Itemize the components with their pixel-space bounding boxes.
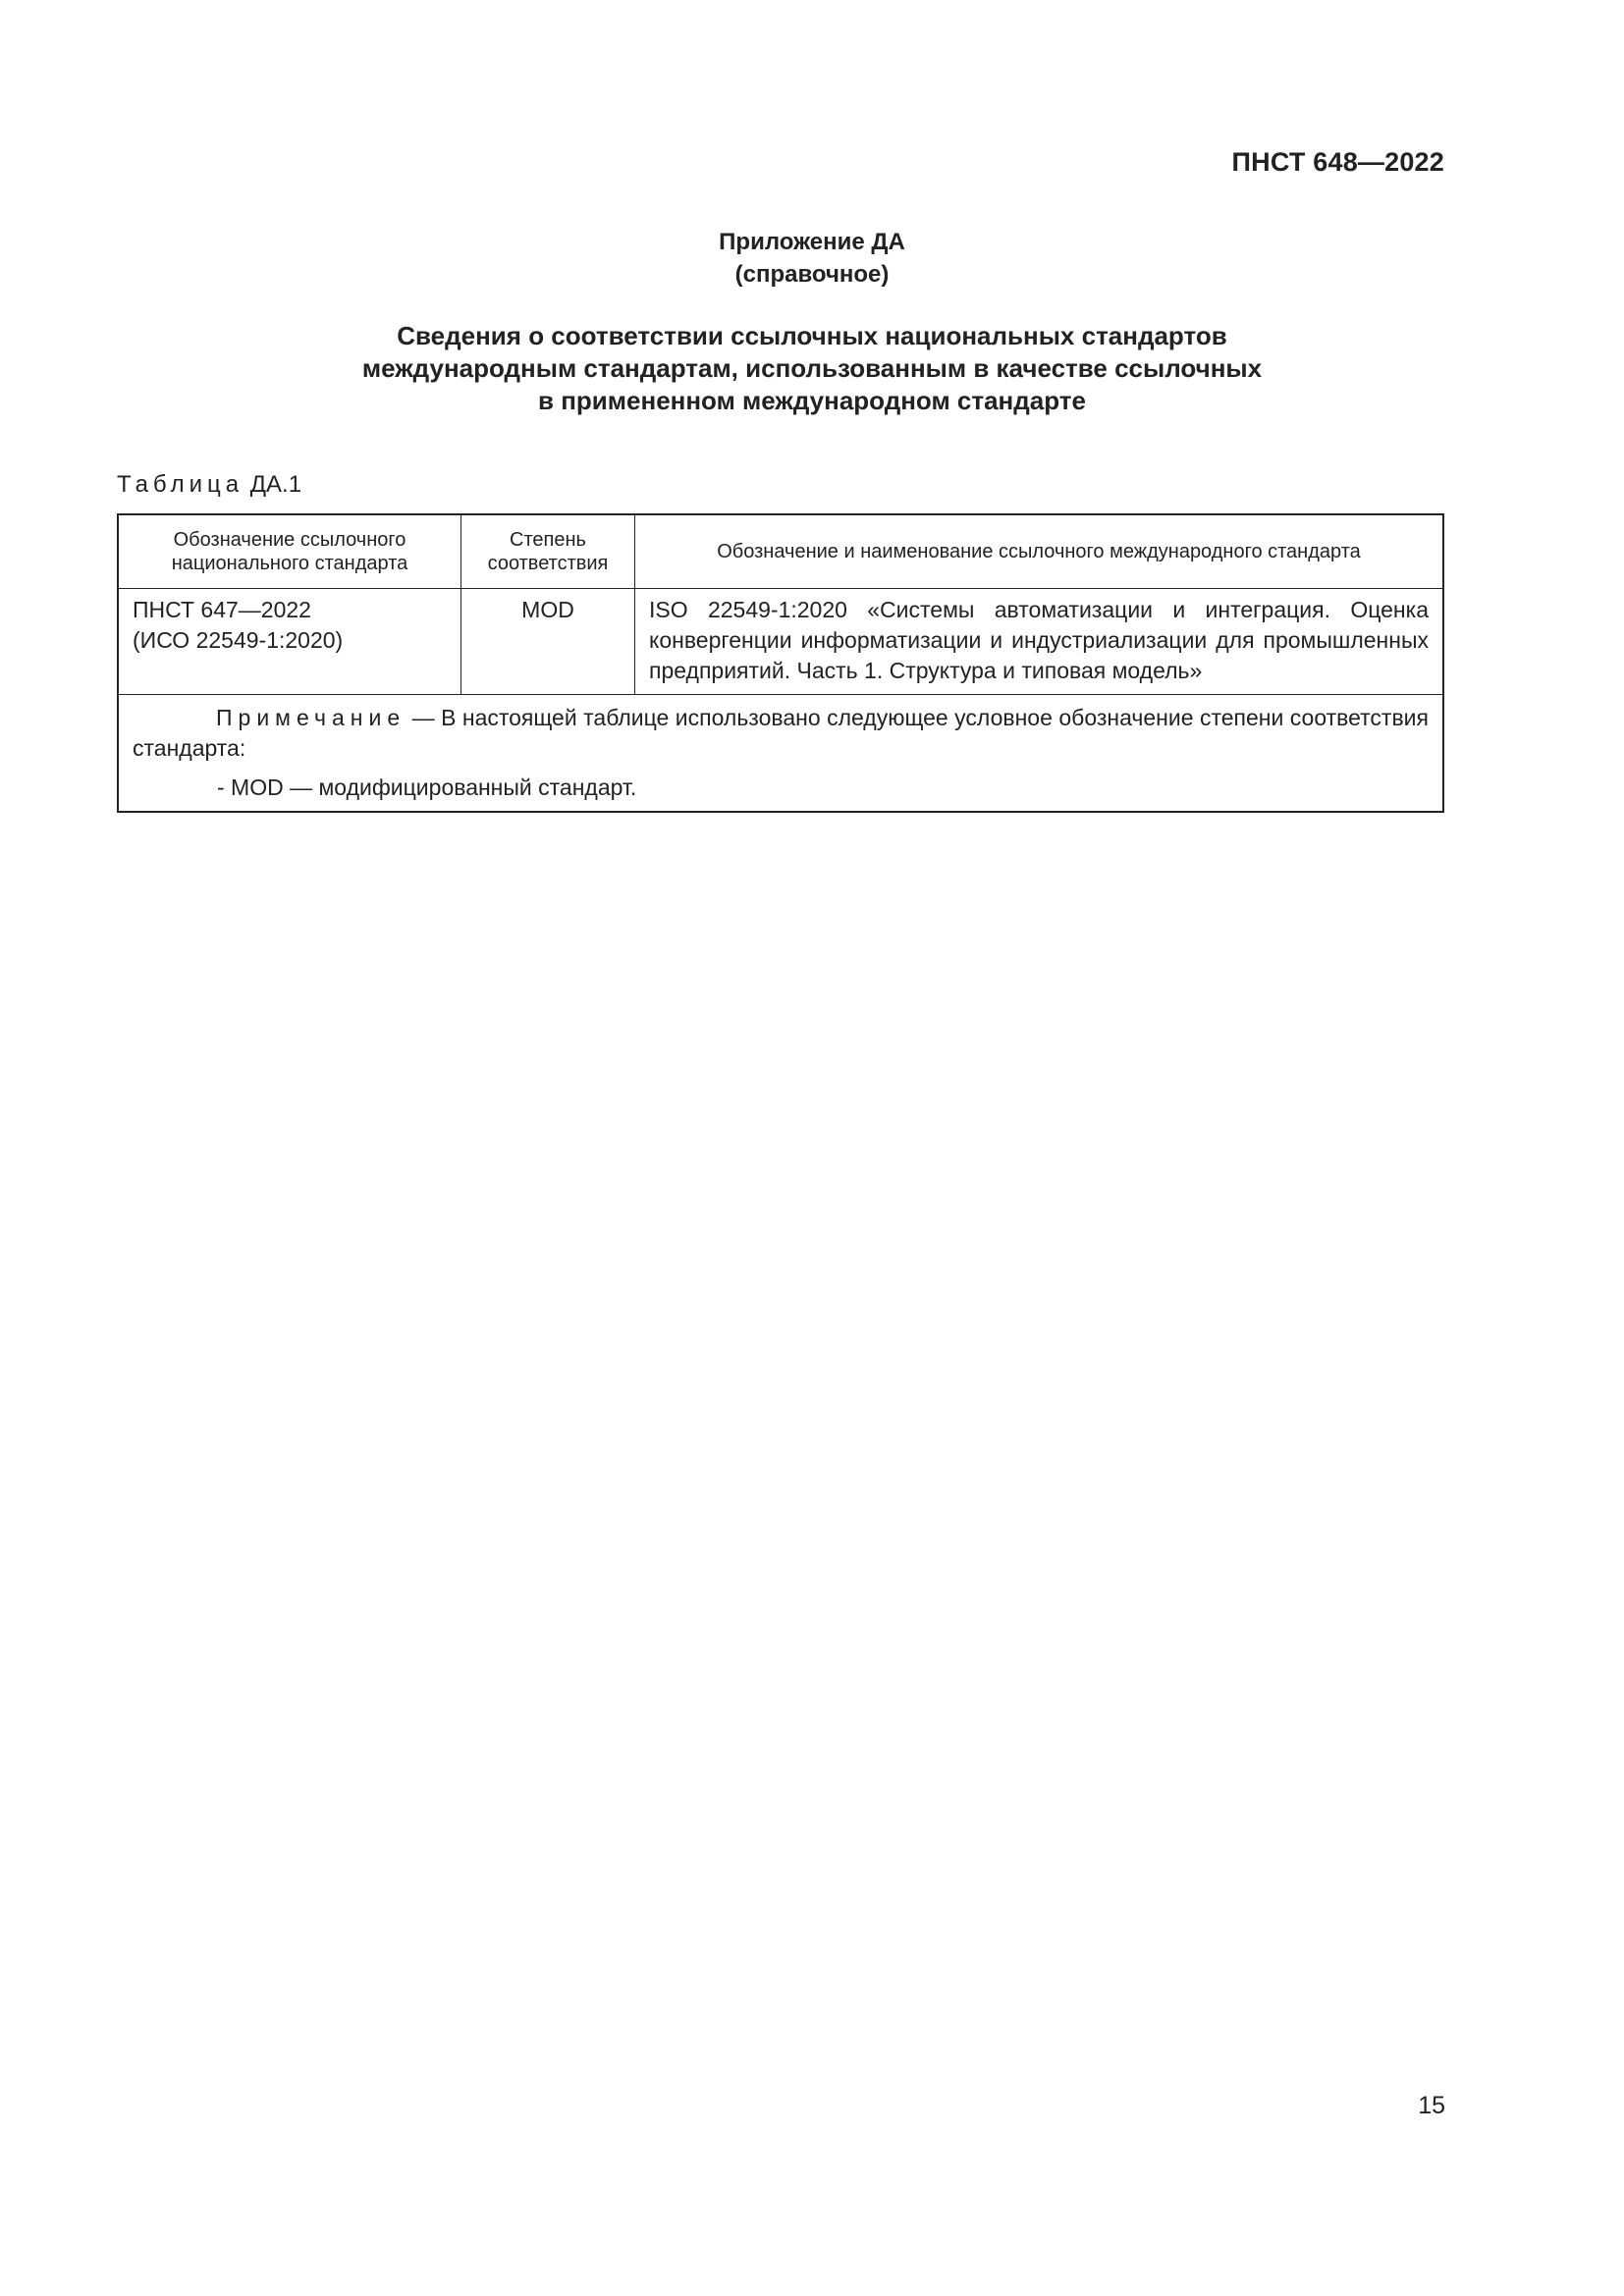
header-degree: Степень соответствия [461, 514, 635, 589]
cell-national-standard [118, 589, 461, 695]
annex-label: Приложение ДА [719, 229, 905, 255]
note-label: Примечание [216, 705, 406, 730]
note-text: — В настоящей таблице использовано следующее условное обозначение степени соответствия стандарта: [133, 705, 1429, 761]
header-international-standard: Обозначение и наименование ссылочного международного стандарта [635, 514, 1444, 589]
table-note-row [118, 695, 1443, 813]
annex-title [0, 320, 1624, 417]
note-paragraph [133, 703, 1429, 764]
annex-title-line: в примененном международном стандарте [538, 386, 1086, 415]
page-number: 15 [1418, 2092, 1445, 2119]
table-note [118, 695, 1443, 813]
annex-heading [0, 226, 1624, 291]
annex-title-line: международным стандартам, использованным в качестве ссылочных [361, 353, 1263, 383]
note-item: - MOD — модифицированный стандарт. [217, 774, 637, 800]
annex-title-line: Сведения о соответствии ссылочных национальных стандартов [397, 321, 1227, 350]
document-code: ПНСТ 648—2022 [1231, 147, 1444, 177]
references-table [117, 513, 1444, 813]
annex-kind: (справочное) [734, 261, 890, 288]
cell-international-standard: ISO 22549-1:2020 «Системы автоматизации и интеграция. Оценка конвергенции информатизации и индустриализации для промышленных предприятий. Часть 1. Структура и типовая модель» [635, 589, 1444, 695]
table-caption-word: Таблица [117, 471, 244, 498]
national-standard-code: ПНСТ 647—2022 [133, 597, 311, 622]
table-header-row [118, 514, 1443, 589]
cell-degree: MOD [461, 589, 635, 695]
table-row [118, 589, 1443, 695]
table-caption-number: ДА.1 [249, 471, 302, 498]
header-national-standard: Обозначение ссылочного национального стандарта [118, 514, 461, 589]
table-caption [117, 471, 301, 499]
national-standard-iso-ref: (ИСО 22549-1:2020) [133, 627, 344, 653]
